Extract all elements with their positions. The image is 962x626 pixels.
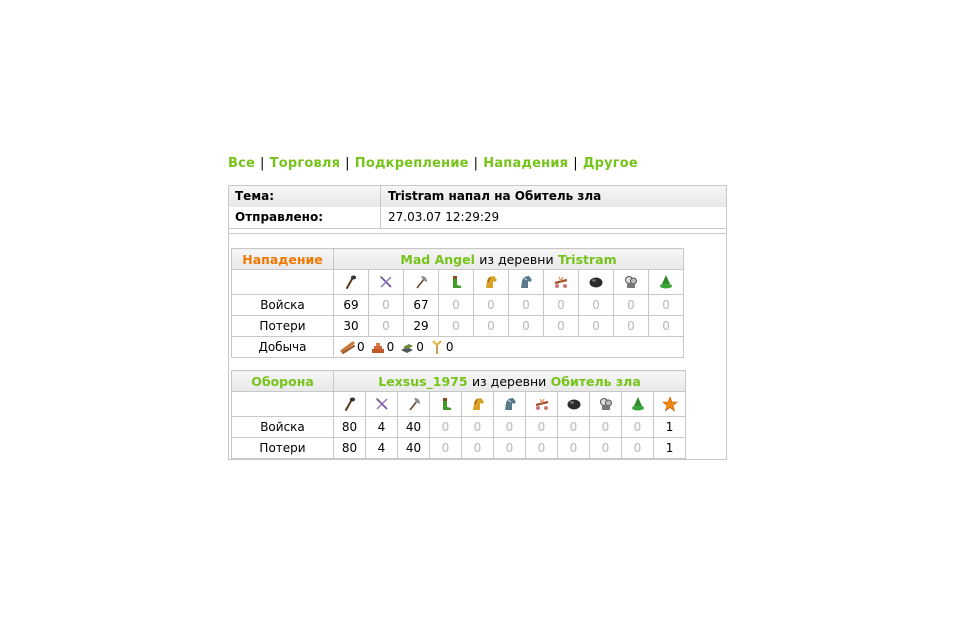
- ram-icon: [553, 275, 569, 289]
- knight-horse-icon: [518, 275, 534, 289]
- clay-icon: [370, 340, 387, 354]
- attack-title-row: [232, 249, 684, 270]
- nav-link-0[interactable]: Все: [228, 156, 256, 171]
- defense-losses-value: 0: [526, 438, 558, 459]
- nav-link-4[interactable]: Другое: [582, 156, 638, 171]
- boots-icon: [438, 397, 454, 411]
- sent-row: [229, 207, 726, 229]
- attack-troops-value: 69: [334, 295, 369, 316]
- iron-icon: [399, 340, 416, 354]
- attack-unit-cell: [614, 270, 649, 295]
- attack-losses-value: 0: [544, 316, 579, 337]
- attack-losses-value: 0: [579, 316, 614, 337]
- attack-troops-value: 0: [579, 295, 614, 316]
- defense-unit-cell: [494, 392, 526, 417]
- bounty-item: [340, 340, 365, 354]
- attack-unit-cell: [439, 270, 474, 295]
- report-filter-nav: [228, 156, 638, 171]
- attack-unit-cell: [334, 270, 369, 295]
- defense-unit-cell: [398, 392, 430, 417]
- nav-separator: |: [345, 156, 350, 171]
- defense-troops-value: 0: [430, 417, 462, 438]
- defense-unit-cell: [430, 392, 462, 417]
- defense-troops-value: 4: [366, 417, 398, 438]
- attack-player-link[interactable]: Mad Angel: [400, 251, 475, 267]
- defense-troops-value: 1: [654, 417, 686, 438]
- defense-losses-value: 0: [494, 438, 526, 459]
- axe-icon: [413, 275, 429, 289]
- defense-village-link[interactable]: Обитель зла: [550, 373, 641, 389]
- attack-header: [334, 249, 684, 270]
- defense-troops-value: 0: [590, 417, 622, 438]
- attack-bounty-row: [232, 337, 684, 358]
- defense-losses-label: Потери: [232, 438, 334, 459]
- nav-link-1[interactable]: Торговля: [269, 156, 341, 171]
- bounty-value: 0: [445, 339, 454, 354]
- defense-losses-value: 0: [462, 438, 494, 459]
- defense-losses-row: [232, 438, 686, 459]
- axe-icon: [406, 397, 422, 411]
- defense-losses-value: 80: [334, 438, 366, 459]
- defense-from-text: из деревни: [471, 373, 547, 389]
- defense-losses-value: 40: [398, 438, 430, 459]
- battle-report: [228, 185, 727, 460]
- defense-troops-value: 0: [526, 417, 558, 438]
- spear-icon: [374, 397, 390, 411]
- defense-unit-cell: [366, 392, 398, 417]
- attack-losses-value: 0: [474, 316, 509, 337]
- defense-troops-value: 0: [622, 417, 654, 438]
- bounty-value: 0: [386, 339, 395, 354]
- wood-icon: [340, 340, 357, 354]
- club-icon: [342, 397, 358, 411]
- attack-losses-value: 30: [334, 316, 369, 337]
- nav-link-2[interactable]: Подкрепление: [354, 156, 469, 171]
- defense-troops-value: 80: [334, 417, 366, 438]
- settler-icon: [658, 275, 674, 289]
- spear-icon: [378, 275, 394, 289]
- defense-losses-value: 0: [430, 438, 462, 459]
- attack-from-text: из деревни: [479, 251, 554, 267]
- bounty-item: [399, 340, 424, 354]
- attack-label: Нападение: [232, 249, 334, 270]
- defense-header: [334, 371, 686, 392]
- attack-unit-cell: [509, 270, 544, 295]
- defense-units-row: [232, 392, 686, 417]
- defense-losses-value: 0: [622, 438, 654, 459]
- defense-unit-cell: [334, 392, 366, 417]
- attack-unit-cell: [369, 270, 404, 295]
- attack-troops-value: 0: [474, 295, 509, 316]
- attack-troops-value: 0: [439, 295, 474, 316]
- attack-village-link[interactable]: Tristram: [557, 251, 617, 267]
- horse-icon: [483, 275, 499, 289]
- attack-troops-value: 0: [649, 295, 684, 316]
- sent-value: 27.03.07 12:29:29: [381, 207, 726, 228]
- subject-label: Тема:: [229, 186, 381, 207]
- defense-losses-value: 1: [654, 438, 686, 459]
- attack-losses-row: [232, 316, 684, 337]
- settler-icon: [630, 397, 646, 411]
- defense-units-blank: [232, 392, 334, 417]
- defense-losses-value: 0: [558, 438, 590, 459]
- catapult-stone-icon: [566, 397, 582, 411]
- attack-table: [231, 248, 684, 358]
- defense-table: [231, 370, 686, 459]
- defense-troops-row: [232, 417, 686, 438]
- bounty-item: [370, 340, 395, 354]
- attack-losses-value: 0: [614, 316, 649, 337]
- ram-icon: [534, 397, 550, 411]
- defense-troops-value: 40: [398, 417, 430, 438]
- nav-separator: |: [473, 156, 479, 171]
- subject-value: Tristram напал на Обитель зла: [388, 189, 602, 203]
- defense-troops-value: 0: [494, 417, 526, 438]
- nav-separator: |: [573, 156, 578, 171]
- attack-troops-value: 0: [369, 295, 404, 316]
- defense-troops-value: 0: [558, 417, 590, 438]
- attack-units-blank: [232, 270, 334, 295]
- attack-units-row: [232, 270, 684, 295]
- attack-losses-value: 0: [439, 316, 474, 337]
- horse-icon: [470, 397, 486, 411]
- sent-label: Отправлено:: [229, 207, 381, 228]
- hero-star-icon: [662, 397, 678, 411]
- bounty-value: 0: [416, 339, 424, 354]
- defense-player-link[interactable]: Lexsus_1975: [378, 373, 468, 389]
- senator-icon: [623, 275, 639, 289]
- attack-troops-label: Войска: [232, 295, 334, 316]
- attack-unit-cell: [544, 270, 579, 295]
- attack-losses-value: 0: [369, 316, 404, 337]
- catapult-stone-icon: [588, 275, 604, 289]
- defense-troops-value: 0: [462, 417, 494, 438]
- attack-bounty-label: Добыча: [232, 337, 334, 358]
- defense-unit-cell: [622, 392, 654, 417]
- defense-unit-cell: [526, 392, 558, 417]
- defense-troops-label: Войска: [232, 417, 334, 438]
- attack-unit-cell: [649, 270, 684, 295]
- attack-losses-label: Потери: [232, 316, 334, 337]
- bounty-value: 0: [357, 339, 365, 354]
- attack-unit-cell: [579, 270, 614, 295]
- defense-label: Оборона: [232, 371, 334, 392]
- bounty-item: [429, 340, 454, 354]
- defense-losses-value: 0: [590, 438, 622, 459]
- defense-losses-value: 4: [366, 438, 398, 459]
- defense-unit-cell: [654, 392, 686, 417]
- knight-horse-icon: [502, 397, 518, 411]
- defense-unit-cell: [462, 392, 494, 417]
- attack-troops-row: [232, 295, 684, 316]
- nav-separator: |: [260, 156, 265, 171]
- attack-losses-value: 29: [404, 316, 439, 337]
- nav-link-3[interactable]: Нападения: [483, 156, 569, 171]
- attack-troops-value: 67: [404, 295, 439, 316]
- defense-title-row: [232, 371, 686, 392]
- attack-bounty-cell: [334, 337, 684, 358]
- senator-icon: [598, 397, 614, 411]
- crop-icon: [429, 340, 446, 354]
- defense-unit-cell: [558, 392, 590, 417]
- boots-icon: [448, 275, 464, 289]
- spacer-row: [229, 228, 726, 234]
- subject-row: [229, 186, 726, 208]
- club-icon: [343, 275, 359, 289]
- attack-losses-value: 0: [509, 316, 544, 337]
- attack-troops-value: 0: [614, 295, 649, 316]
- attack-losses-value: 0: [649, 316, 684, 337]
- defense-unit-cell: [590, 392, 622, 417]
- attack-troops-value: 0: [509, 295, 544, 316]
- attack-troops-value: 0: [544, 295, 579, 316]
- attack-unit-cell: [474, 270, 509, 295]
- attack-unit-cell: [404, 270, 439, 295]
